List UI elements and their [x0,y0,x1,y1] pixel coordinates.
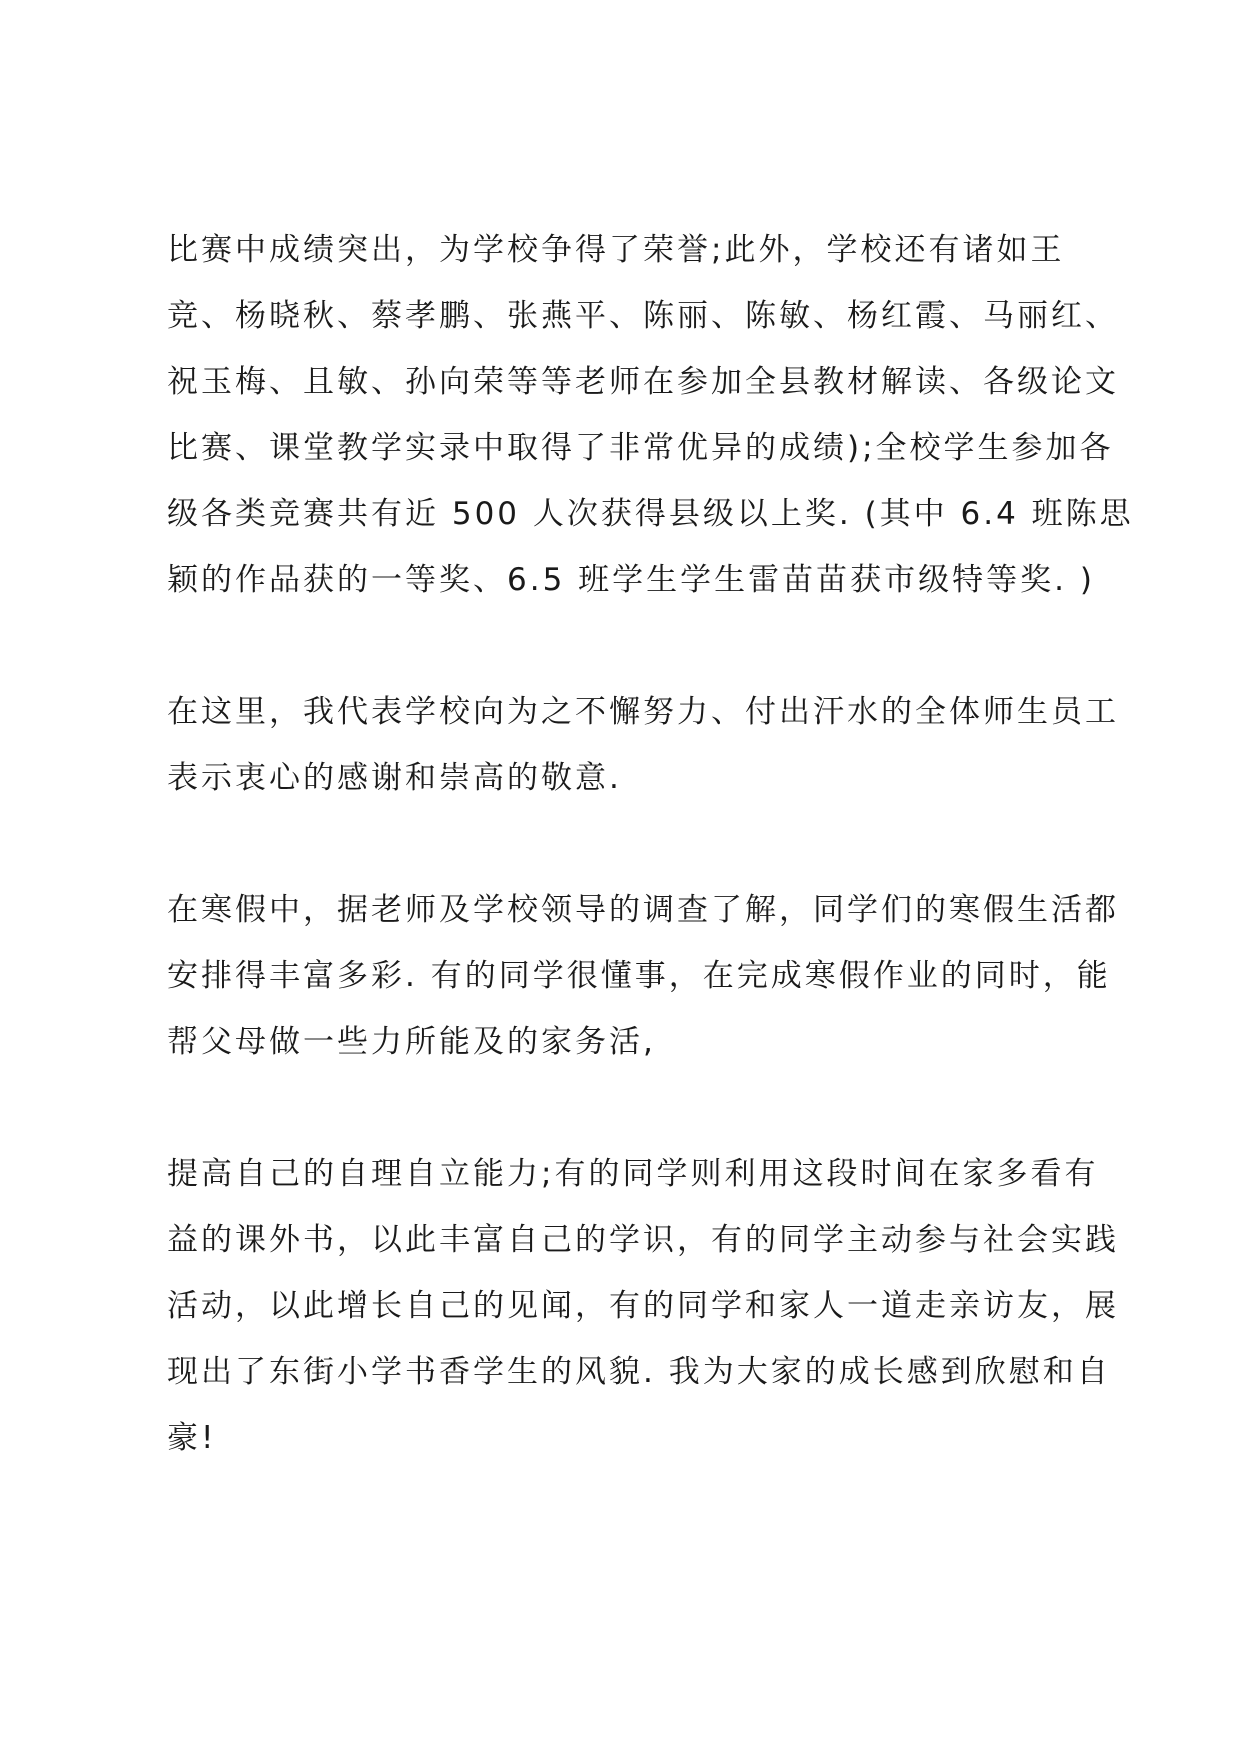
text-line: 在寒假中，据老师及学校领导的调查了解，同学们的寒假生活都 [167,892,1119,928]
text-line: 帮父母做一些力所能及的家务活, [167,1024,656,1060]
paragraph-winter-break [167,884,1119,1082]
text-line: 比赛、课堂教学实录中取得了非常优异的成绩);全校学生参加各 [167,430,1114,466]
paragraph-gap [167,818,1107,884]
text-line: 在这里，我代表学校向为之不懈努力、付出汗水的全体师生员工 [167,694,1119,730]
text-line: 级各类竞赛共有近 500 人次获得县级以上奖. (其中 6.4 班陈思 [167,496,1134,532]
text-line: 益的课外书，以此丰富自己的学识，有的同学主动参与社会实践 [167,1222,1119,1258]
paragraph-thanks [167,686,1119,818]
text-line: 安排得丰富多彩. 有的同学很懂事，在完成寒假作业的同时，能 [167,958,1111,994]
text-line: 表示衷心的感谢和崇高的敬意. [167,760,622,796]
text-line: 比赛中成绩突出，为学校争得了荣誉;此外，学校还有诸如王 [167,232,1065,268]
text-line: 活动，以此增长自己的见闻，有的同学和家人一道走亲访友，展 [167,1288,1119,1324]
text-line: 颖的作品获的一等奖、6.5 班学生学生雷苗苗获市级特等奖. ) [167,562,1095,598]
paragraph-gap [167,620,1107,686]
paragraph-achievements [167,224,1134,620]
document-body [167,224,1134,1478]
text-line: 豪! [167,1420,217,1456]
paragraph-gap [167,1082,1107,1148]
text-line: 祝玉梅、且敏、孙向荣等等老师在参加全县教材解读、各级论文 [167,364,1119,400]
text-line: 现出了东街小学书香学生的风貌. 我为大家的成长感到欣慰和自 [167,1354,1111,1390]
text-line: 提高自己的自理自立能力;有的同学则利用这段时间在家多看有 [167,1156,1099,1192]
paragraph-growth [167,1148,1119,1478]
text-line: 竞、杨晓秋、蔡孝鹏、张燕平、陈丽、陈敏、杨红霞、马丽红、 [167,298,1119,334]
